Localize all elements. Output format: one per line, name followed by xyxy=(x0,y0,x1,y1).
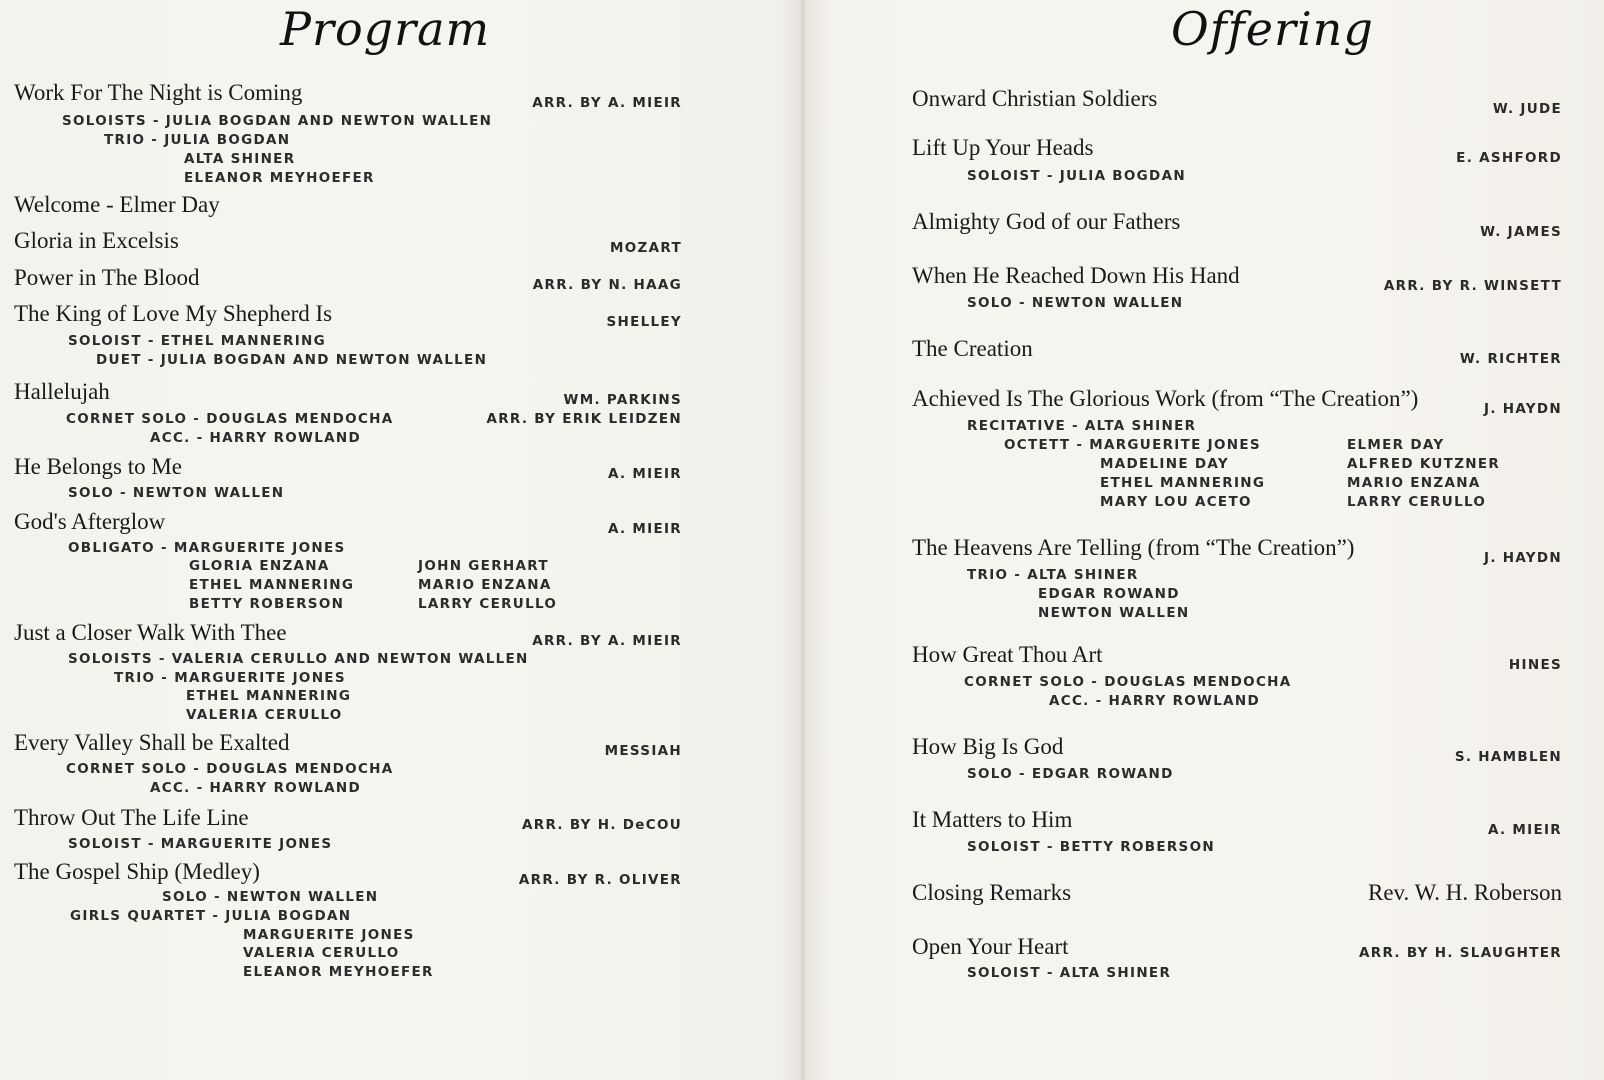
piece-composer: ARR. BY A. MIEIR xyxy=(532,633,682,649)
performer-line: VALERIA CERULLO xyxy=(186,707,343,723)
performer-line: ACC. - HARRY ROWLAND xyxy=(150,430,361,446)
piece-title: Every Valley Shall be Exalted xyxy=(14,730,290,755)
piece-composer: W. JAMES xyxy=(1480,224,1562,240)
performer-line: MARIO ENZANA xyxy=(418,577,552,593)
performer-line: JOHN GERHART xyxy=(418,558,549,574)
piece-arranger: ARR. BY ERIK LEIDZEN xyxy=(486,411,682,427)
piece-composer: SHELLEY xyxy=(606,314,682,330)
piece-composer: ARR. BY H. DeCOU xyxy=(522,817,682,833)
performer-line: SOLO - NEWTON WALLEN xyxy=(967,295,1184,311)
performer-line: ALFRED KUTZNER xyxy=(1347,456,1501,472)
performer-line: TRIO - ALTA SHINER xyxy=(967,567,1139,583)
piece-composer: MESSIAH xyxy=(604,743,682,759)
performer-line: DUET - JULIA BOGDAN AND NEWTON WALLEN xyxy=(96,352,488,368)
performer-line: NEWTON WALLEN xyxy=(1038,605,1190,621)
performer-line: ETHEL MANNERING xyxy=(186,688,352,704)
performer-line: SOLO - NEWTON WALLEN xyxy=(162,889,379,905)
performer-line: TRIO - JULIA BOGDAN xyxy=(104,132,291,148)
piece-composer: W. RICHTER xyxy=(1459,351,1562,367)
piece-title: Welcome - Elmer Day xyxy=(14,192,220,217)
performer-line: SOLOISTS - VALERIA CERULLO AND NEWTON WALLEN xyxy=(68,651,529,667)
piece-composer: HINES xyxy=(1508,657,1562,673)
piece-composer: A. MIEIR xyxy=(1487,822,1562,838)
performer-line: ELMER DAY xyxy=(1347,437,1445,453)
piece-title: The King of Love My Shepherd Is xyxy=(14,301,333,326)
performer-line: MADELINE DAY xyxy=(1100,456,1229,472)
piece-title: Almighty God of our Fathers xyxy=(912,209,1181,234)
performer-line: ETHEL MANNERING xyxy=(1100,475,1266,491)
program-page xyxy=(0,0,800,1080)
piece-title: Closing Remarks xyxy=(912,880,1072,905)
piece-title: Gloria in Excelsis xyxy=(14,228,179,253)
performer-line: SOLOIST - BETTY ROBERSON xyxy=(967,839,1215,855)
piece-title: Onward Christian Soldiers xyxy=(912,86,1158,111)
performer-line: EDGAR ROWAND xyxy=(1038,586,1180,602)
performer-line: MARIO ENZANA xyxy=(1347,475,1481,491)
performer-line: CORNET SOLO - DOUGLAS MENDOCHA xyxy=(66,411,394,427)
performer-line: SOLOIST - MARGUERITE JONES xyxy=(68,836,333,852)
piece-composer: ARR. BY H. SLAUGHTER xyxy=(1359,945,1562,961)
piece-title: How Great Thou Art xyxy=(912,642,1103,667)
performer-line: ELEANOR MEYHOEFER xyxy=(243,964,434,980)
piece-composer: S. HAMBLEN xyxy=(1454,749,1562,765)
piece-title: Achieved Is The Glorious Work (from “The Creation”) xyxy=(912,386,1419,411)
performer-line: VALERIA CERULLO xyxy=(243,945,400,961)
piece-composer: ARR. BY N. HAAG xyxy=(532,277,682,293)
piece-composer: ARR. BY R. OLIVER xyxy=(518,872,682,888)
performer-line: SOLO - EDGAR ROWAND xyxy=(967,766,1174,782)
piece-title: Just a Closer Walk With Thee xyxy=(14,620,287,645)
performer-line: CORNET SOLO - DOUGLAS MENDOCHA xyxy=(66,761,394,777)
piece-title: Power in The Blood xyxy=(14,265,200,290)
offering-heading: Offering xyxy=(1171,2,1374,56)
piece-title: The Gospel Ship (Medley) xyxy=(14,859,260,884)
piece-composer: W. JUDE xyxy=(1492,101,1562,117)
performer-line: ACC. - HARRY ROWLAND xyxy=(1049,693,1260,709)
performer-line: SOLOISTS - JULIA BOGDAN AND NEWTON WALLEN xyxy=(62,113,493,129)
piece-composer: A. MIEIR xyxy=(607,521,682,537)
piece-composer: MOZART xyxy=(610,240,682,256)
performer-line: GIRLS QUARTET - JULIA BOGDAN xyxy=(70,908,352,924)
piece-title: How Big Is God xyxy=(912,734,1064,759)
performer-line: OBLIGATO - MARGUERITE JONES xyxy=(68,540,346,556)
closing-speaker: Rev. W. H. Roberson xyxy=(1367,880,1562,905)
piece-title: Work For The Night is Coming xyxy=(14,80,303,105)
piece-title: Hallelujah xyxy=(14,379,110,404)
piece-composer: A. MIEIR xyxy=(607,466,682,482)
performer-line: MARGUERITE JONES xyxy=(243,927,415,943)
piece-title: He Belongs to Me xyxy=(14,454,183,479)
performer-line: MARY LOU ACETO xyxy=(1100,494,1252,510)
performer-line: SOLO - NEWTON WALLEN xyxy=(68,485,285,501)
piece-title: Open Your Heart xyxy=(912,934,1069,959)
piece-composer: WM. PARKINS xyxy=(563,392,682,408)
performer-line: ETHEL MANNERING xyxy=(189,577,355,593)
piece-title: The Heavens Are Telling (from “The Creation”) xyxy=(912,535,1355,560)
performer-line: GLORIA ENZANA xyxy=(189,558,330,574)
performer-line: SOLOIST - JULIA BOGDAN xyxy=(967,168,1186,184)
performer-line: ALTA SHINER xyxy=(184,151,296,167)
performer-line: TRIO - MARGUERITE JONES xyxy=(114,670,346,686)
piece-title: It Matters to Him xyxy=(912,807,1073,832)
piece-composer: ARR. BY A. MIEIR xyxy=(532,95,682,111)
performer-line: SOLOIST - ETHEL MANNERING xyxy=(68,333,327,349)
piece-composer: ARR. BY R. WINSETT xyxy=(1383,278,1562,294)
piece-title: Throw Out The Life Line xyxy=(14,805,249,830)
piece-composer: J. HAYDN xyxy=(1484,550,1562,566)
piece-title: When He Reached Down His Hand xyxy=(912,263,1240,288)
performer-line: LARRY CERULLO xyxy=(418,596,558,612)
performer-line: OCTETT - MARGUERITE JONES xyxy=(1004,437,1261,453)
performer-line: RECITATIVE - ALTA SHINER xyxy=(967,418,1197,434)
performer-line: SOLOIST - ALTA SHINER xyxy=(967,965,1172,981)
piece-composer: J. HAYDN xyxy=(1484,401,1562,417)
performer-line: ACC. - HARRY ROWLAND xyxy=(150,780,361,796)
piece-composer: E. ASHFORD xyxy=(1456,150,1562,166)
performer-line: ELEANOR MEYHOEFER xyxy=(184,170,375,186)
piece-title: God's Afterglow xyxy=(14,509,166,534)
piece-title: Lift Up Your Heads xyxy=(912,135,1094,160)
program-heading: Program xyxy=(280,2,491,56)
piece-title: The Creation xyxy=(912,336,1033,361)
performer-line: LARRY CERULLO xyxy=(1347,494,1487,510)
performer-line: BETTY ROBERSON xyxy=(189,596,345,612)
performer-line: CORNET SOLO - DOUGLAS MENDOCHA xyxy=(964,674,1292,690)
offering-page xyxy=(806,0,1604,1080)
